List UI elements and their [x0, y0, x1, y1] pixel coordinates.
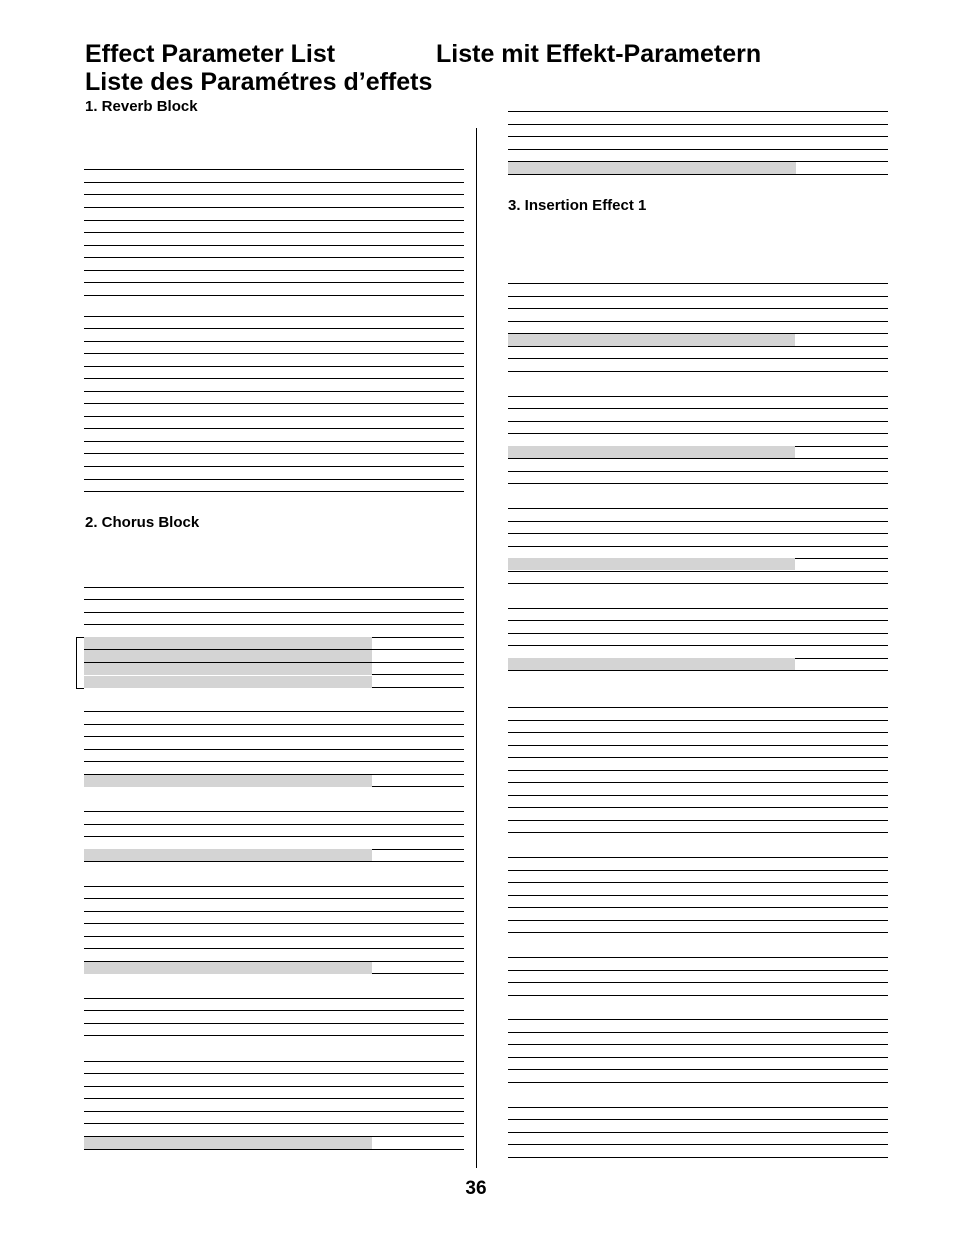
table-row-rule: [84, 491, 464, 492]
table-row-rule: [84, 1035, 464, 1036]
table-row-rule: [84, 453, 464, 454]
table-row-rule: [508, 1019, 888, 1020]
section-chorus-heading: 2. Chorus Block: [85, 514, 200, 531]
table-row-rule: [508, 396, 888, 397]
table-row-rule: [84, 378, 464, 379]
bracket-bottom: [76, 688, 84, 689]
table-row-rule: [508, 957, 888, 958]
table-row-rule: [508, 483, 888, 484]
section-insertion-heading: 3. Insertion Effect 1: [508, 197, 647, 214]
table-row-rule: [84, 998, 464, 999]
table-row-rule: [508, 633, 888, 634]
table-row-rule: [508, 920, 888, 921]
table-row-rule: [84, 1111, 464, 1112]
table-row-rule: [84, 711, 464, 712]
table-row-rule: [84, 466, 464, 467]
table-row-rule: [508, 995, 888, 996]
table-row-rule: [508, 371, 888, 372]
table-row-rule: [84, 270, 464, 271]
table-row-rule: [508, 149, 888, 150]
table-row-rule: [508, 1132, 888, 1133]
table-row-rule: [84, 836, 464, 837]
table-row-rule: [84, 316, 464, 317]
table-row-rule: [508, 136, 888, 137]
bracket-top: [76, 637, 84, 638]
table-row-shaded: [84, 663, 372, 675]
table-row-rule: [84, 194, 464, 195]
table-row-rule: [508, 471, 888, 472]
table-row-rule: [508, 882, 888, 883]
table-row-rule: [508, 870, 888, 871]
table-row-rule: [508, 546, 888, 547]
table-row-rule: [84, 245, 464, 246]
table-row-rule: [84, 353, 464, 354]
table-row-rule: [84, 1010, 464, 1011]
table-row-rule: [508, 745, 888, 746]
table-row-rule: [84, 1023, 464, 1024]
table-row-shaded: [508, 658, 795, 670]
column-divider: [476, 128, 477, 1168]
table-row-rule: [84, 295, 464, 296]
table-row-rule: [84, 761, 464, 762]
table-row-rule: [84, 1061, 464, 1062]
table-row-rule: [84, 341, 464, 342]
table-row-rule: [508, 707, 888, 708]
table-row-rule: [508, 124, 888, 125]
table-row-rule: [508, 1157, 888, 1158]
table-row-rule: [508, 770, 888, 771]
table-row-rule: [508, 421, 888, 422]
table-row-shaded: [84, 637, 372, 649]
table-row-rule: [508, 433, 888, 434]
table-row-rule: [508, 620, 888, 621]
table-row-rule: [84, 328, 464, 329]
table-row-rule: [84, 624, 464, 625]
table-row-rule: [84, 749, 464, 750]
table-row-rule: [84, 1123, 464, 1124]
table-row-rule: [508, 174, 888, 175]
table-row-rule: [84, 366, 464, 367]
table-row-rule: [508, 1057, 888, 1058]
table-row-shaded: [84, 775, 372, 787]
table-row-rule: [84, 207, 464, 208]
table-row-rule: [508, 670, 888, 671]
table-row-rule: [508, 508, 888, 509]
table-row-shaded: [508, 446, 795, 458]
title-german: Liste mit Effekt-Parametern: [436, 40, 762, 68]
table-row-rule: [508, 895, 888, 896]
table-row-rule: [84, 182, 464, 183]
table-row-rule: [508, 583, 888, 584]
table-row-rule: [508, 795, 888, 796]
table-row-rule: [508, 283, 888, 284]
table-row-rule: [508, 296, 888, 297]
section-reverb-heading: 1. Reverb Block: [85, 98, 198, 115]
table-row-rule: [508, 458, 888, 459]
table-row-shaded: [84, 962, 372, 974]
table-row-shaded: [508, 334, 795, 346]
table-row-rule: [508, 521, 888, 522]
table-row-rule: [508, 1082, 888, 1083]
table-row-rule: [84, 599, 464, 600]
table-row-rule: [84, 911, 464, 912]
table-row-rule: [84, 861, 464, 862]
table-row-rule: [508, 1032, 888, 1033]
table-row-rule: [84, 736, 464, 737]
table-row-shaded: [84, 1137, 372, 1149]
table-row-rule: [508, 757, 888, 758]
table-row-rule: [508, 408, 888, 409]
table-row-rule: [84, 1086, 464, 1087]
table-row-rule: [508, 358, 888, 359]
table-row-rule: [84, 936, 464, 937]
table-row-rule: [508, 533, 888, 534]
table-row-rule: [84, 479, 464, 480]
table-row-rule: [508, 1144, 888, 1145]
table-row-rule: [84, 587, 464, 588]
table-row-rule: [508, 346, 888, 347]
table-row-rule: [508, 982, 888, 983]
table-row-rule: [508, 1119, 888, 1120]
table-row-rule: [508, 820, 888, 821]
table-row-rule: [84, 948, 464, 949]
table-row-rule: [508, 782, 888, 783]
table-row-shaded: [84, 676, 372, 688]
table-row-rule: [508, 732, 888, 733]
title-english: Effect Parameter List: [85, 40, 336, 68]
title-french: Liste des Paramétres d’effets: [85, 68, 433, 96]
table-row-rule: [84, 403, 464, 404]
table-row-rule: [84, 1098, 464, 1099]
table-row-rule: [84, 391, 464, 392]
table-row-rule: [84, 824, 464, 825]
table-row-shaded: [84, 650, 372, 662]
table-row-rule: [84, 169, 464, 170]
table-row-rule: [508, 608, 888, 609]
table-row-rule: [84, 923, 464, 924]
table-row-rule: [508, 308, 888, 309]
table-row-rule: [84, 811, 464, 812]
table-row-rule: [508, 970, 888, 971]
table-row-rule: [84, 1149, 464, 1150]
table-row-shaded: [84, 849, 372, 861]
table-row-rule: [84, 257, 464, 258]
table-row-rule: [508, 932, 888, 933]
table-row-rule: [508, 645, 888, 646]
table-row-rule: [84, 612, 464, 613]
table-row-rule: [508, 571, 888, 572]
table-row-rule: [508, 907, 888, 908]
table-row-rule: [84, 898, 464, 899]
table-row-rule: [84, 282, 464, 283]
table-row-shaded: [508, 558, 795, 570]
table-row-rule: [84, 886, 464, 887]
table-row-rule: [84, 1073, 464, 1074]
bracket-vertical: [76, 637, 77, 689]
table-row-rule: [84, 416, 464, 417]
table-row-rule: [84, 441, 464, 442]
table-row-shaded: [508, 162, 796, 174]
table-row-rule: [84, 428, 464, 429]
page-number: 36: [465, 1178, 487, 1199]
table-row-rule: [84, 232, 464, 233]
table-row-rule: [508, 1044, 888, 1045]
table-row-rule: [508, 1107, 888, 1108]
table-row-rule: [508, 111, 888, 112]
table-row-rule: [508, 321, 888, 322]
table-row-rule: [508, 857, 888, 858]
table-row-rule: [84, 220, 464, 221]
table-row-rule: [508, 807, 888, 808]
table-row-rule: [508, 1069, 888, 1070]
table-row-rule: [508, 832, 888, 833]
table-row-rule: [84, 724, 464, 725]
table-row-rule: [508, 720, 888, 721]
